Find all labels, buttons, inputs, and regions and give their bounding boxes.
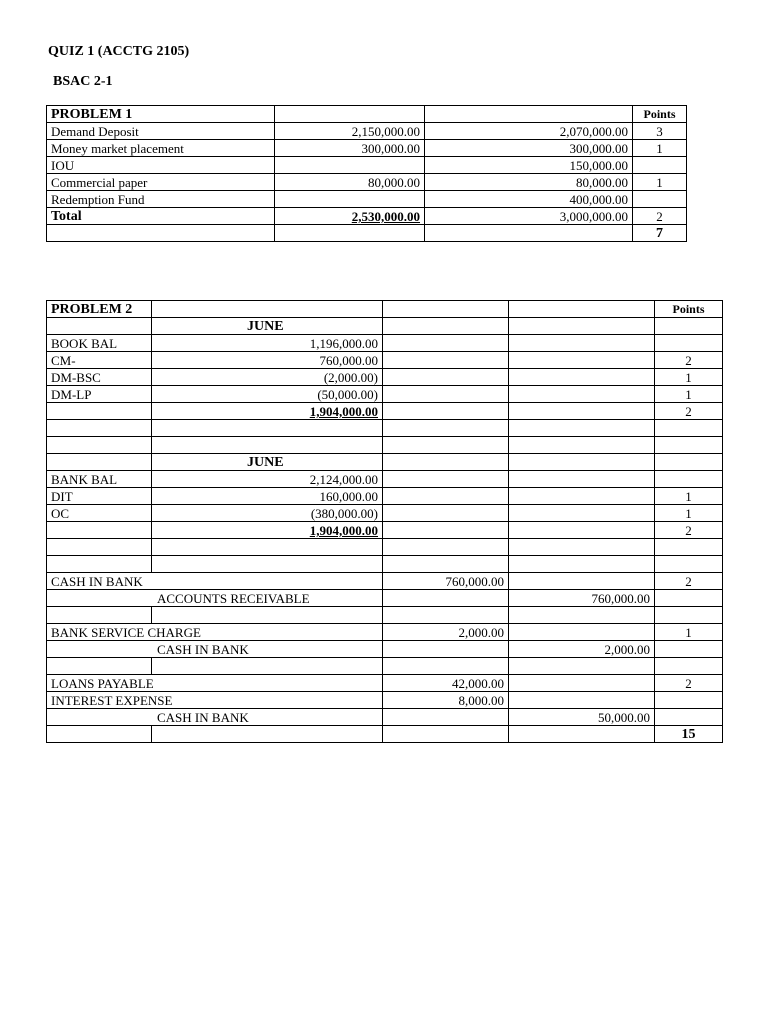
total-value-b: 3,000,000.00 bbox=[425, 208, 633, 225]
problem2-points-sum: 15 bbox=[655, 726, 723, 743]
row-value: 160,000.00 bbox=[152, 488, 383, 505]
adjusted-book-balance: 1,904,000.00 bbox=[152, 403, 383, 420]
row-label: BANK BAL bbox=[47, 471, 152, 488]
debit-account: BANK SERVICE CHARGE bbox=[47, 624, 383, 641]
table-row bbox=[47, 726, 723, 743]
row-label: Redemption Fund bbox=[47, 191, 275, 208]
table-row bbox=[47, 505, 723, 522]
table-row bbox=[47, 318, 723, 335]
row-value: (380,000.00) bbox=[152, 505, 383, 522]
table-row bbox=[47, 522, 723, 539]
row-points: 1 bbox=[655, 488, 723, 505]
credit-amount: 2,000.00 bbox=[509, 641, 655, 658]
row-value-a bbox=[275, 157, 425, 174]
row-value-b: 2,070,000.00 bbox=[425, 123, 633, 140]
row-points: 2 bbox=[655, 352, 723, 369]
table-row bbox=[47, 437, 723, 454]
table-row bbox=[47, 454, 723, 471]
row-points: 1 bbox=[633, 174, 687, 191]
row-value-a: 80,000.00 bbox=[275, 174, 425, 191]
bank-month-header: JUNE bbox=[152, 454, 383, 471]
credit-amount: 50,000.00 bbox=[509, 709, 655, 726]
credit-amount: 760,000.00 bbox=[509, 590, 655, 607]
table-row bbox=[47, 624, 723, 641]
row-points: 1 bbox=[655, 624, 723, 641]
table-row bbox=[47, 488, 723, 505]
row-value-b: 300,000.00 bbox=[425, 140, 633, 157]
row-points bbox=[655, 471, 723, 488]
table-row bbox=[47, 556, 723, 573]
table-row bbox=[47, 420, 723, 437]
row-value: 1,196,000.00 bbox=[152, 335, 383, 352]
row-points: 3 bbox=[633, 123, 687, 140]
row-label: OC bbox=[47, 505, 152, 522]
row-label: BOOK BAL bbox=[47, 335, 152, 352]
table-row bbox=[47, 335, 723, 352]
row-label: DM-LP bbox=[47, 386, 152, 403]
credit-account: CASH IN BANK bbox=[47, 641, 383, 658]
table-row bbox=[47, 641, 723, 658]
debit-amount: 42,000.00 bbox=[383, 675, 509, 692]
problem2-title: PROBLEM 2 bbox=[47, 301, 152, 318]
table-row bbox=[47, 140, 687, 157]
table-row bbox=[47, 386, 723, 403]
row-value-b: 80,000.00 bbox=[425, 174, 633, 191]
table-row bbox=[47, 709, 723, 726]
row-label: DM-BSC bbox=[47, 369, 152, 386]
row-value: 760,000.00 bbox=[152, 352, 383, 369]
row-label: CM- bbox=[47, 352, 152, 369]
row-label: IOU bbox=[47, 157, 275, 174]
table-row bbox=[47, 539, 723, 556]
debit-account: INTEREST EXPENSE bbox=[47, 692, 383, 709]
row-label: Money market placement bbox=[47, 140, 275, 157]
table-row bbox=[47, 369, 723, 386]
row-value: (2,000.00) bbox=[152, 369, 383, 386]
table-row bbox=[47, 301, 723, 318]
table-row bbox=[47, 573, 723, 590]
table-row bbox=[47, 352, 723, 369]
table-row bbox=[47, 191, 687, 208]
row-value-b: 400,000.00 bbox=[425, 191, 633, 208]
debit-amount: 760,000.00 bbox=[383, 573, 509, 590]
debit-account: CASH IN BANK bbox=[47, 573, 383, 590]
row-points: 2 bbox=[655, 573, 723, 590]
adjusted-bank-balance: 1,904,000.00 bbox=[152, 522, 383, 539]
section-label: BSAC 2-1 bbox=[53, 74, 113, 89]
row-value-a: 2,150,000.00 bbox=[275, 123, 425, 140]
total-label: Total bbox=[47, 208, 275, 225]
debit-amount: 2,000.00 bbox=[383, 624, 509, 641]
problem2-table bbox=[46, 300, 723, 743]
table-row bbox=[47, 106, 687, 123]
total-points: 2 bbox=[633, 208, 687, 225]
row-points bbox=[633, 157, 687, 174]
book-month-header: JUNE bbox=[152, 318, 383, 335]
table-row bbox=[47, 157, 687, 174]
table-row bbox=[47, 590, 723, 607]
table-row bbox=[47, 658, 723, 675]
row-points bbox=[655, 335, 723, 352]
row-label: Demand Deposit bbox=[47, 123, 275, 140]
row-points: 1 bbox=[655, 505, 723, 522]
problem1-points-sum: 7 bbox=[633, 225, 687, 242]
row-label: DIT bbox=[47, 488, 152, 505]
points-header: Points bbox=[633, 106, 687, 123]
table-row bbox=[47, 225, 687, 242]
row-value-b: 150,000.00 bbox=[425, 157, 633, 174]
row-label: Commercial paper bbox=[47, 174, 275, 191]
debit-account: LOANS PAYABLE bbox=[47, 675, 383, 692]
row-points: 2 bbox=[655, 675, 723, 692]
row-value: 2,124,000.00 bbox=[152, 471, 383, 488]
credit-account: ACCOUNTS RECEIVABLE bbox=[47, 590, 383, 607]
table-row bbox=[47, 208, 687, 225]
total-value-a: 2,530,000.00 bbox=[275, 208, 425, 225]
row-points: 1 bbox=[633, 140, 687, 157]
row-points bbox=[633, 191, 687, 208]
problem1-table bbox=[46, 105, 687, 242]
table-row bbox=[47, 123, 687, 140]
quiz-title: QUIZ 1 (ACCTG 2105) bbox=[48, 44, 190, 59]
debit-amount: 8,000.00 bbox=[383, 692, 509, 709]
points-header: Points bbox=[655, 301, 723, 318]
row-points: 2 bbox=[655, 522, 723, 539]
table-row bbox=[47, 403, 723, 420]
table-row bbox=[47, 675, 723, 692]
row-points: 1 bbox=[655, 369, 723, 386]
table-row bbox=[47, 174, 687, 191]
row-points: 1 bbox=[655, 386, 723, 403]
table-row bbox=[47, 692, 723, 709]
problem1-title: PROBLEM 1 bbox=[47, 106, 275, 123]
credit-account: CASH IN BANK bbox=[47, 709, 383, 726]
table-row bbox=[47, 607, 723, 624]
row-value-a bbox=[275, 191, 425, 208]
table-row bbox=[47, 471, 723, 488]
row-value: (50,000.00) bbox=[152, 386, 383, 403]
row-points: 2 bbox=[655, 403, 723, 420]
row-value-a: 300,000.00 bbox=[275, 140, 425, 157]
